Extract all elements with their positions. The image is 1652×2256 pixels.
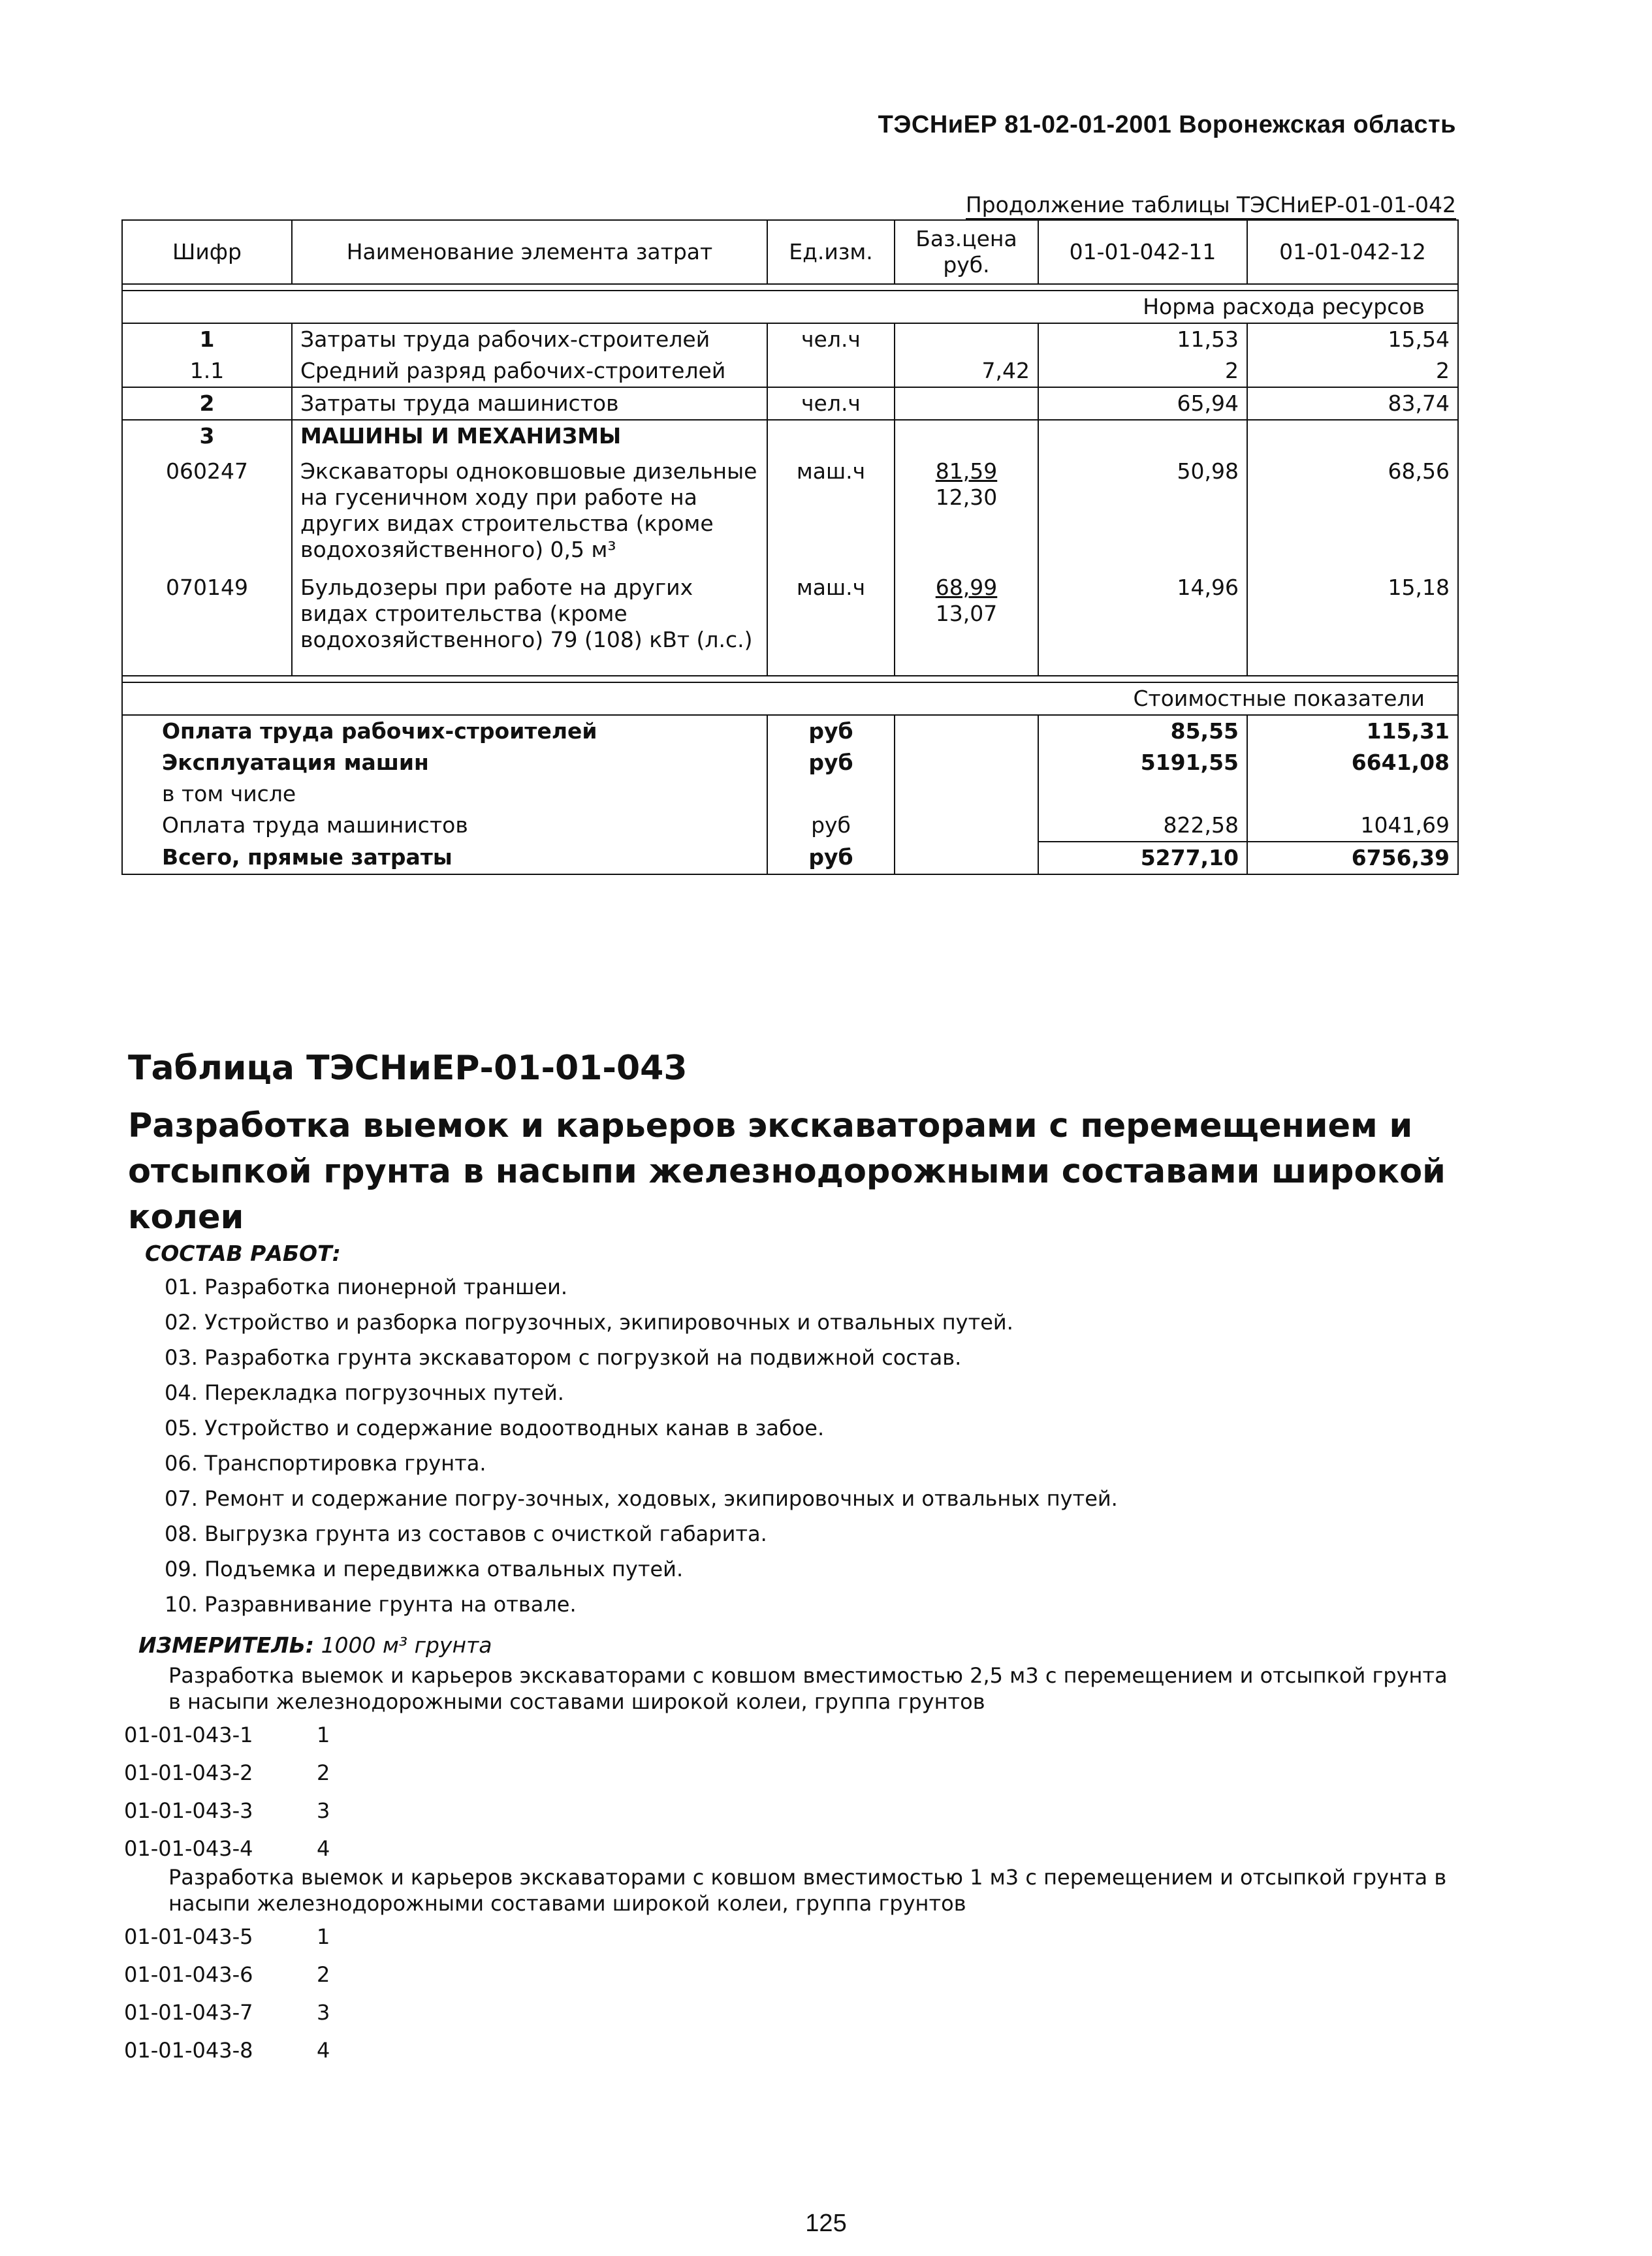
list-item: 07. Ремонт и содержание погру-зочных, ходовых, экипировочных и отвальных путей.	[165, 1486, 1118, 1511]
row-code: 1.1	[122, 355, 292, 387]
section-title: Разработка выемок и карьеров экскаваторами с перемещением и отсыпкой грунта в насыпи железнодорожными составами широкой колеи	[128, 1107, 1446, 1237]
list-item	[124, 1716, 330, 1754]
header-col-12: 01-01-042-12	[1247, 220, 1458, 284]
row-name: Средний разряд рабочих-строителей	[292, 355, 767, 387]
cost-row	[122, 810, 1458, 842]
price-base: 81,59	[935, 458, 998, 484]
group1-codes	[124, 1716, 330, 1867]
cost-name: Оплата труда рабочих-строителей	[122, 715, 767, 747]
item-group: 2	[317, 1760, 330, 1785]
row-name: Экскаваторы одноковшовые дизельные на гусеничном ходу при работе на других видах строительства (кроме водохозяйственного) 0,5 м³	[292, 452, 767, 565]
page-number: 125	[805, 2210, 847, 2237]
list-item: 03. Разработка грунта экскаватором с погрузкой на подвижной состав.	[165, 1345, 962, 1370]
table-title: Таблица ТЭСНиЕР-01-01-043	[128, 1049, 688, 1088]
cost-unit: руб	[767, 747, 895, 778]
row-price	[895, 565, 1038, 676]
cost-value-11: 5191,55	[1038, 747, 1247, 778]
section-norm-label: Норма расхода ресурсов	[122, 291, 1458, 323]
row-code: 070149	[122, 565, 292, 676]
cost-value-12: 6641,08	[1247, 747, 1458, 778]
table-continuation-label: Продолжение таблицы ТЭСНиЕР-01-01-042	[965, 192, 1456, 217]
row-value-11: 50,98	[1038, 452, 1247, 565]
cost-value-12: 6756,39	[1247, 842, 1458, 874]
table-row	[122, 565, 1458, 676]
row-value-11: 11,53	[1038, 323, 1247, 355]
item-code: 01-01-043-1	[124, 1723, 253, 1747]
row-name: МАШИНЫ И МЕХАНИЗМЫ	[292, 420, 767, 452]
list-item: 02. Устройство и разборка погрузочных, экипировочных и отвальных путей.	[165, 1310, 1013, 1335]
cost-row	[122, 747, 1458, 778]
item-group: 4	[317, 1836, 330, 1861]
list-item	[124, 2031, 330, 2069]
row-name: Затраты труда рабочих-строителей	[292, 323, 767, 355]
list-item	[124, 1754, 330, 1792]
row-value-11: 14,96	[1038, 565, 1247, 676]
list-item: 06. Транспортировка грунта.	[165, 1451, 486, 1476]
cost-name: в том числе	[122, 778, 767, 810]
cost-row	[122, 778, 1458, 810]
group1-description: Разработка выемок и карьеров экскаваторами с ковшом вместимостью 2,5 м3 с перемещением и отсыпкой грунта в насыпи железнодорожными составами широкой колеи, группа грунтов	[168, 1663, 1448, 1714]
list-item: 01. Разработка пионерной траншеи.	[165, 1275, 568, 1299]
group2-description: Разработка выемок и карьеров экскаваторами с ковшом вместимостью 1 м3 с перемещением и отсыпкой грунта в насыпи железнодорожными составами широкой колеи, группа грунтов	[168, 1865, 1447, 1916]
cost-unit: руб	[767, 842, 895, 874]
row-value-12: 2	[1247, 355, 1458, 387]
cost-value-12: 115,31	[1247, 715, 1458, 747]
row-value-12: 15,54	[1247, 323, 1458, 355]
section-cost-label: Стоимостные показатели	[122, 682, 1458, 715]
row-unit: чел.ч	[767, 323, 895, 355]
item-group: 3	[317, 2000, 330, 2025]
cost-name: Оплата труда машинистов	[122, 810, 767, 842]
row-name: Бульдозеры при работе на других видах строительства (кроме водохозяйственного) 79 (108) кВт (л.с.)	[292, 565, 767, 676]
price-secondary: 12,30	[935, 485, 998, 510]
list-item: 08. Выгрузка грунта из составов с очисткой габарита.	[165, 1521, 767, 1546]
item-group: 1	[317, 1924, 330, 1949]
row-value-12: 83,74	[1247, 387, 1458, 420]
works-list	[165, 1269, 1118, 1622]
section-cost-row	[122, 682, 1458, 715]
cost-unit: руб	[767, 810, 895, 842]
measurer-label: ИЗМЕРИТЕЛЬ:	[138, 1632, 315, 1658]
price-secondary: 13,07	[935, 601, 998, 626]
list-item	[124, 1956, 330, 1994]
header-code: Шифр	[122, 220, 292, 284]
row-code: 060247	[122, 452, 292, 565]
item-code: 01-01-043-2	[124, 1760, 253, 1785]
row-unit	[767, 355, 895, 387]
page-header: ТЭСНиЕР 81-02-01-2001 Воронежская область	[878, 111, 1456, 138]
row-code: 2	[122, 387, 292, 420]
list-item: 04. Перекладка погрузочных путей.	[165, 1380, 564, 1405]
cost-value-11: 85,55	[1038, 715, 1247, 747]
table-header-row	[122, 220, 1458, 284]
row-price: 7,42	[895, 355, 1038, 387]
row-value-12: 68,56	[1247, 452, 1458, 565]
list-item: 05. Устройство и содержание водоотводных канав в забое.	[165, 1416, 825, 1440]
row-unit: маш.ч	[767, 452, 895, 565]
header-col-11: 01-01-042-11	[1038, 220, 1247, 284]
cost-value-11: 5277,10	[1038, 842, 1247, 874]
list-item	[124, 1994, 330, 2031]
row-name: Затраты труда машинистов	[292, 387, 767, 420]
row-unit: маш.ч	[767, 565, 895, 676]
row-price	[895, 323, 1038, 355]
row-value-11: 65,94	[1038, 387, 1247, 420]
cost-value-11: 822,58	[1038, 810, 1247, 842]
section-norm-row	[122, 291, 1458, 323]
works-label: СОСТАВ РАБОТ:	[145, 1241, 341, 1266]
item-code: 01-01-043-4	[124, 1836, 253, 1861]
row-value-11: 2	[1038, 355, 1247, 387]
table-row	[122, 323, 1458, 355]
row-price	[895, 452, 1038, 565]
header-unit: Ед.изм.	[767, 220, 895, 284]
item-group: 2	[317, 1962, 330, 1987]
row-unit: чел.ч	[767, 387, 895, 420]
list-item	[124, 1830, 330, 1867]
row-price	[895, 387, 1038, 420]
item-code: 01-01-043-5	[124, 1924, 253, 1949]
item-group: 4	[317, 2038, 330, 2063]
price-base: 68,99	[935, 575, 998, 600]
list-item: 09. Подъемка и передвижка отвальных путей.	[165, 1557, 684, 1581]
row-value-12: 15,18	[1247, 565, 1458, 676]
header-name: Наименование элемента затрат	[292, 220, 767, 284]
cost-name: Всего, прямые затраты	[122, 842, 767, 874]
group2-codes	[124, 1918, 330, 2069]
item-group: 3	[317, 1798, 330, 1823]
item-code: 01-01-043-8	[124, 2038, 253, 2063]
list-item	[124, 1918, 330, 1956]
item-code: 01-01-043-7	[124, 2000, 253, 2025]
table-row	[122, 452, 1458, 565]
table-row	[122, 355, 1458, 387]
cost-row	[122, 842, 1458, 874]
list-item	[124, 1792, 330, 1830]
list-item: 10. Разравнивание грунта на отвале.	[165, 1592, 577, 1617]
measurer-value: 1000 м³ грунта	[321, 1632, 492, 1658]
cost-unit: руб	[767, 715, 895, 747]
item-code: 01-01-043-3	[124, 1798, 253, 1823]
cost-value-12: 1041,69	[1247, 810, 1458, 842]
cost-name: Эксплуатация машин	[122, 747, 767, 778]
table-row	[122, 387, 1458, 420]
header-price: Баз.цена руб.	[895, 220, 1038, 284]
resource-table	[121, 219, 1459, 875]
cost-row	[122, 715, 1458, 747]
item-group: 1	[317, 1723, 330, 1747]
item-code: 01-01-043-6	[124, 1962, 253, 1987]
row-code: 1	[122, 323, 292, 355]
row-code: 3	[122, 420, 292, 452]
table-row	[122, 420, 1458, 452]
measurer	[138, 1632, 492, 1658]
